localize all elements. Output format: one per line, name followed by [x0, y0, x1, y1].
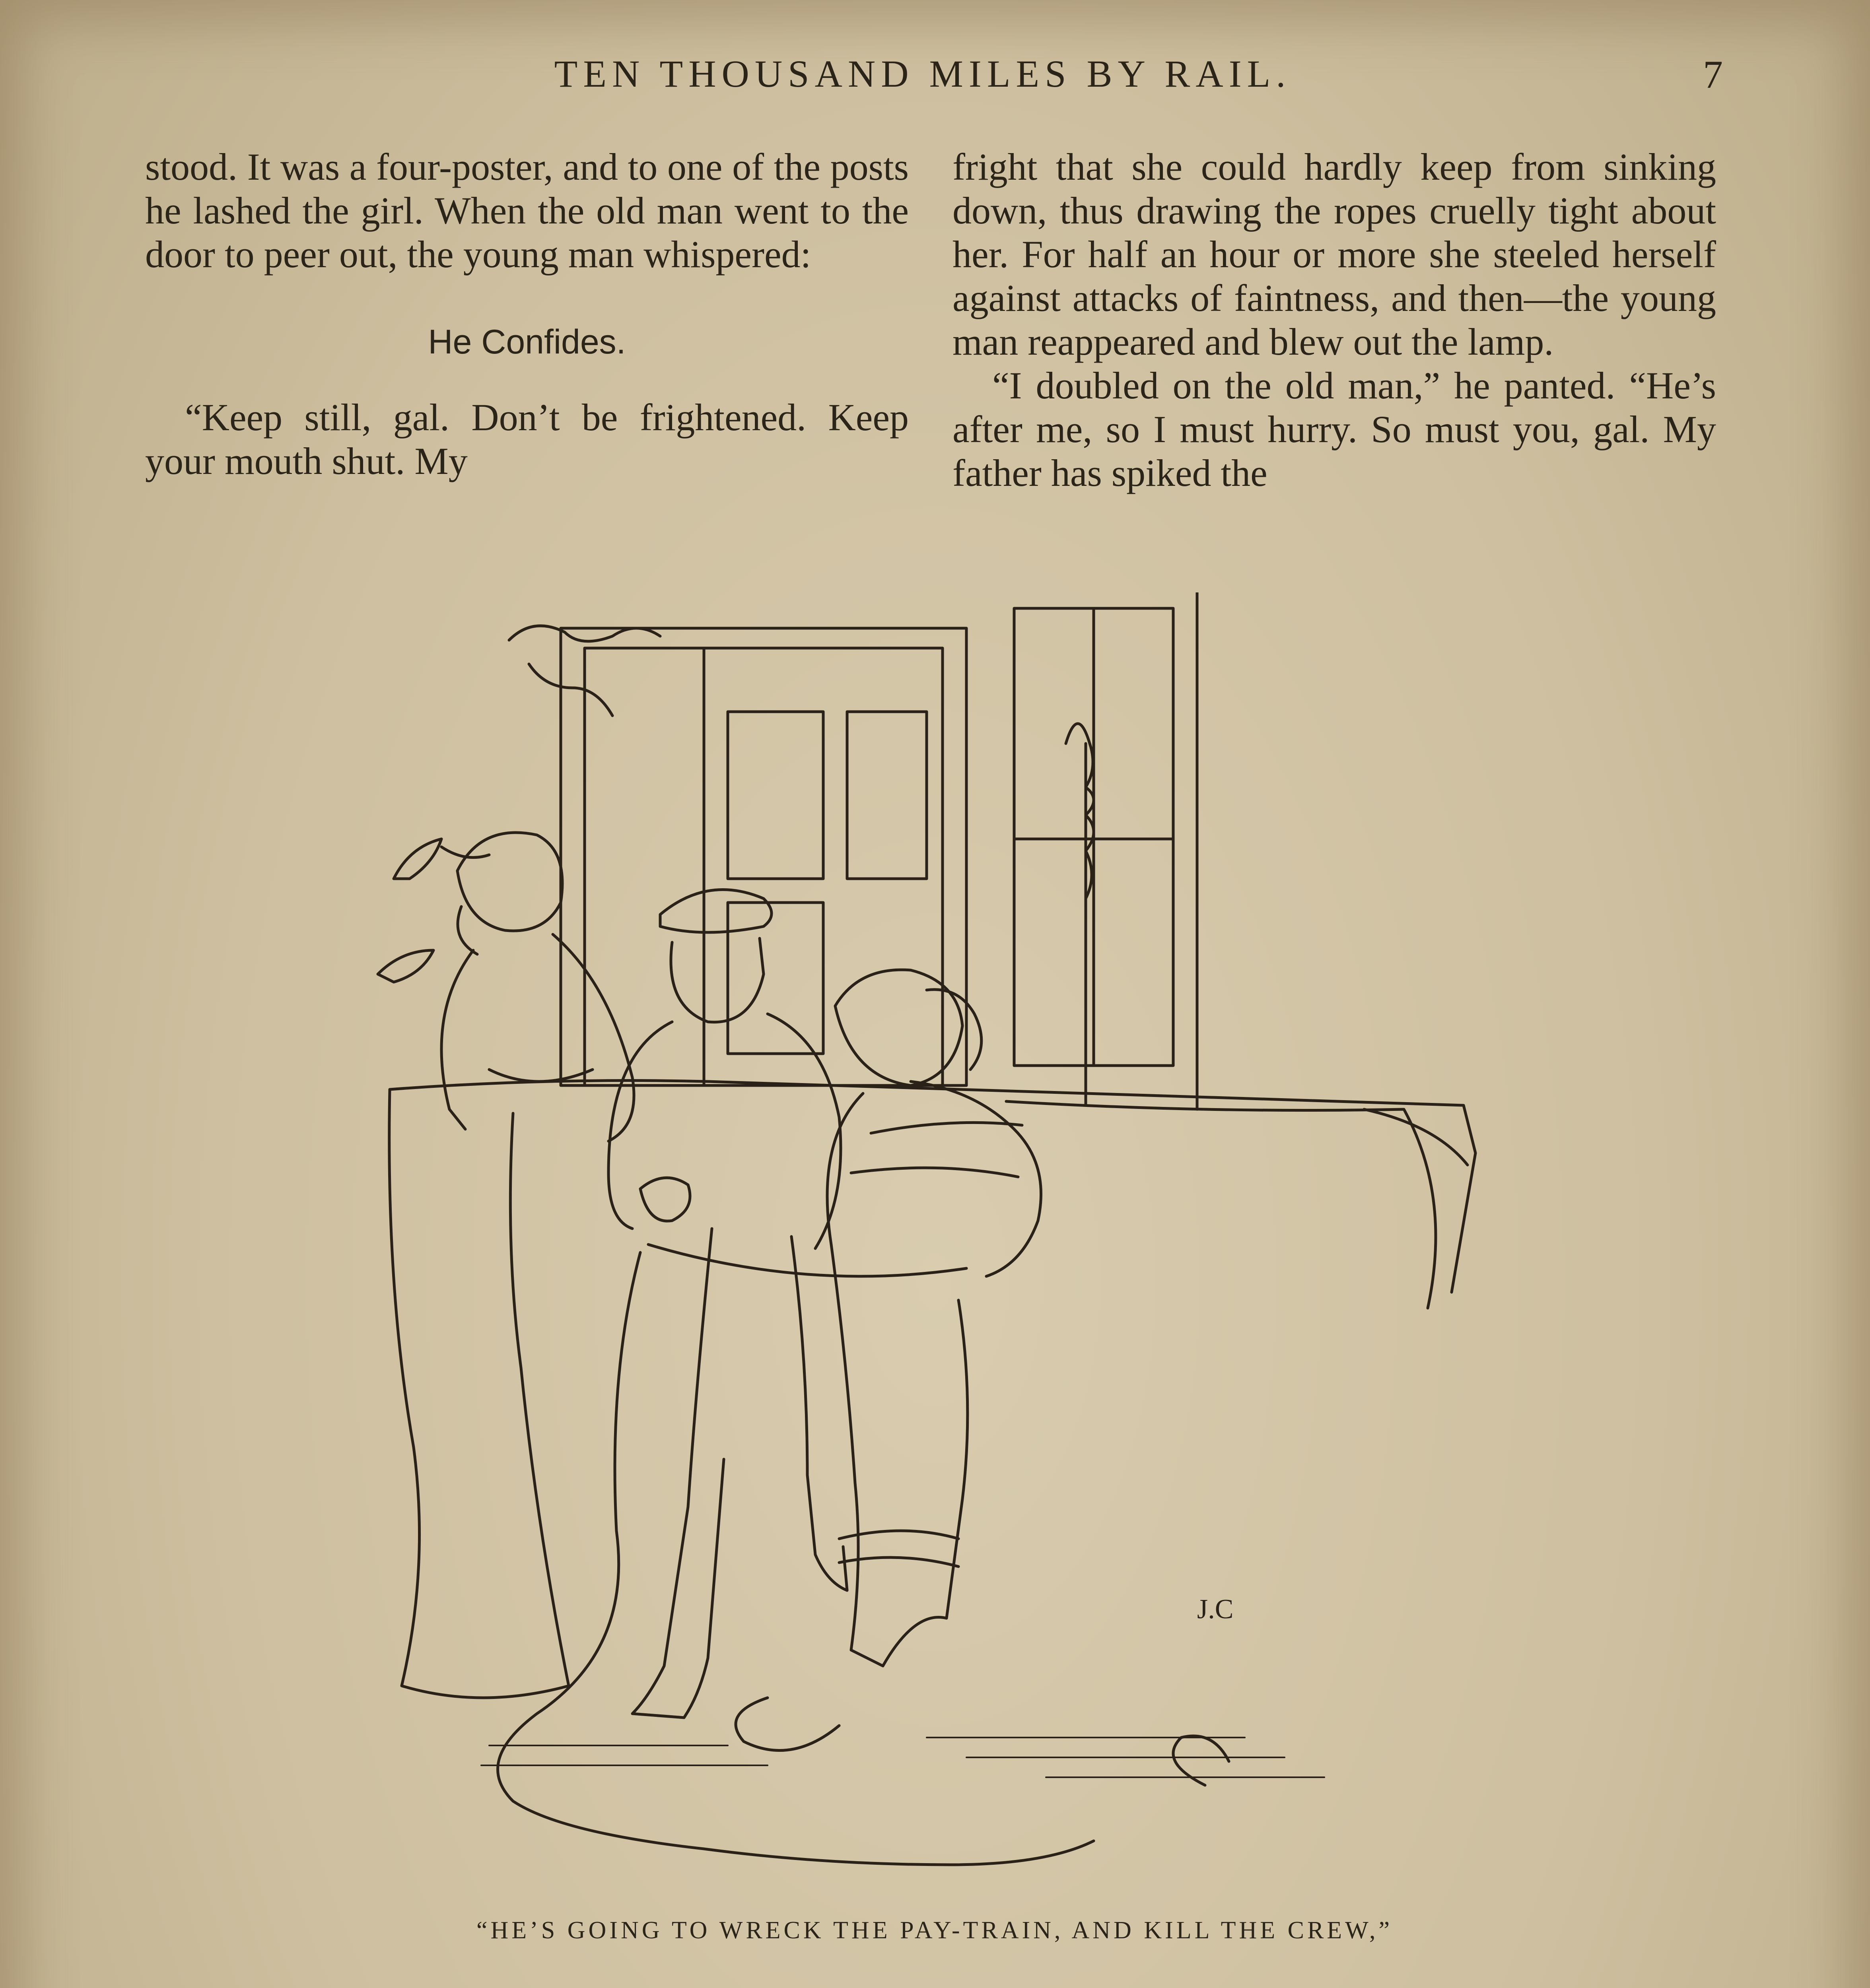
- girl-drawing: [827, 970, 1041, 1666]
- paragraph: “Keep still, gal. Don’t be frightened. Keep your mouth shut. My: [145, 396, 909, 482]
- bed-drawing: [389, 1081, 1475, 1698]
- text-column-top-left: [145, 145, 909, 483]
- artist-signature: J.C: [1197, 1594, 1234, 1625]
- running-title: TEN THOUSAND MILES BY RAIL.: [554, 52, 1291, 95]
- illustration: [370, 592, 1499, 1881]
- rope-drawing: [498, 1244, 1229, 1865]
- foliage-drawing: [378, 626, 660, 982]
- old-man-drawing: [441, 833, 634, 1141]
- floor-shading: [481, 1738, 1324, 1777]
- section-heading: He Confides.: [428, 323, 626, 361]
- bedpost-drawing: [1066, 724, 1094, 1105]
- text-column-top-right: [952, 145, 1716, 495]
- page-number: 7: [1703, 52, 1723, 97]
- paragraph: fright that she could hardly keep from sinking down, thus drawing the ropes cruelly tight about her. For half an hour or more she steeled herself against attacks of faintness, and then—the young man reappeared and blew out the lamp.: [952, 146, 1716, 363]
- paragraph: stood. It was a four-poster, and to one of the posts he lashed the girl. When the old man went to the door to peer out, the young man whispered:: [145, 146, 909, 276]
- paragraph: “I doubled on the old man,” he panted. “He’s after me, so I must hurry. So must you, gal. My father has spiked the: [952, 364, 1716, 494]
- illustration-caption: “HE’S GOING TO WRECK THE PAY-TRAIN, AND KILL THE CREW,”: [476, 1917, 1393, 1944]
- running-head: [0, 52, 1870, 107]
